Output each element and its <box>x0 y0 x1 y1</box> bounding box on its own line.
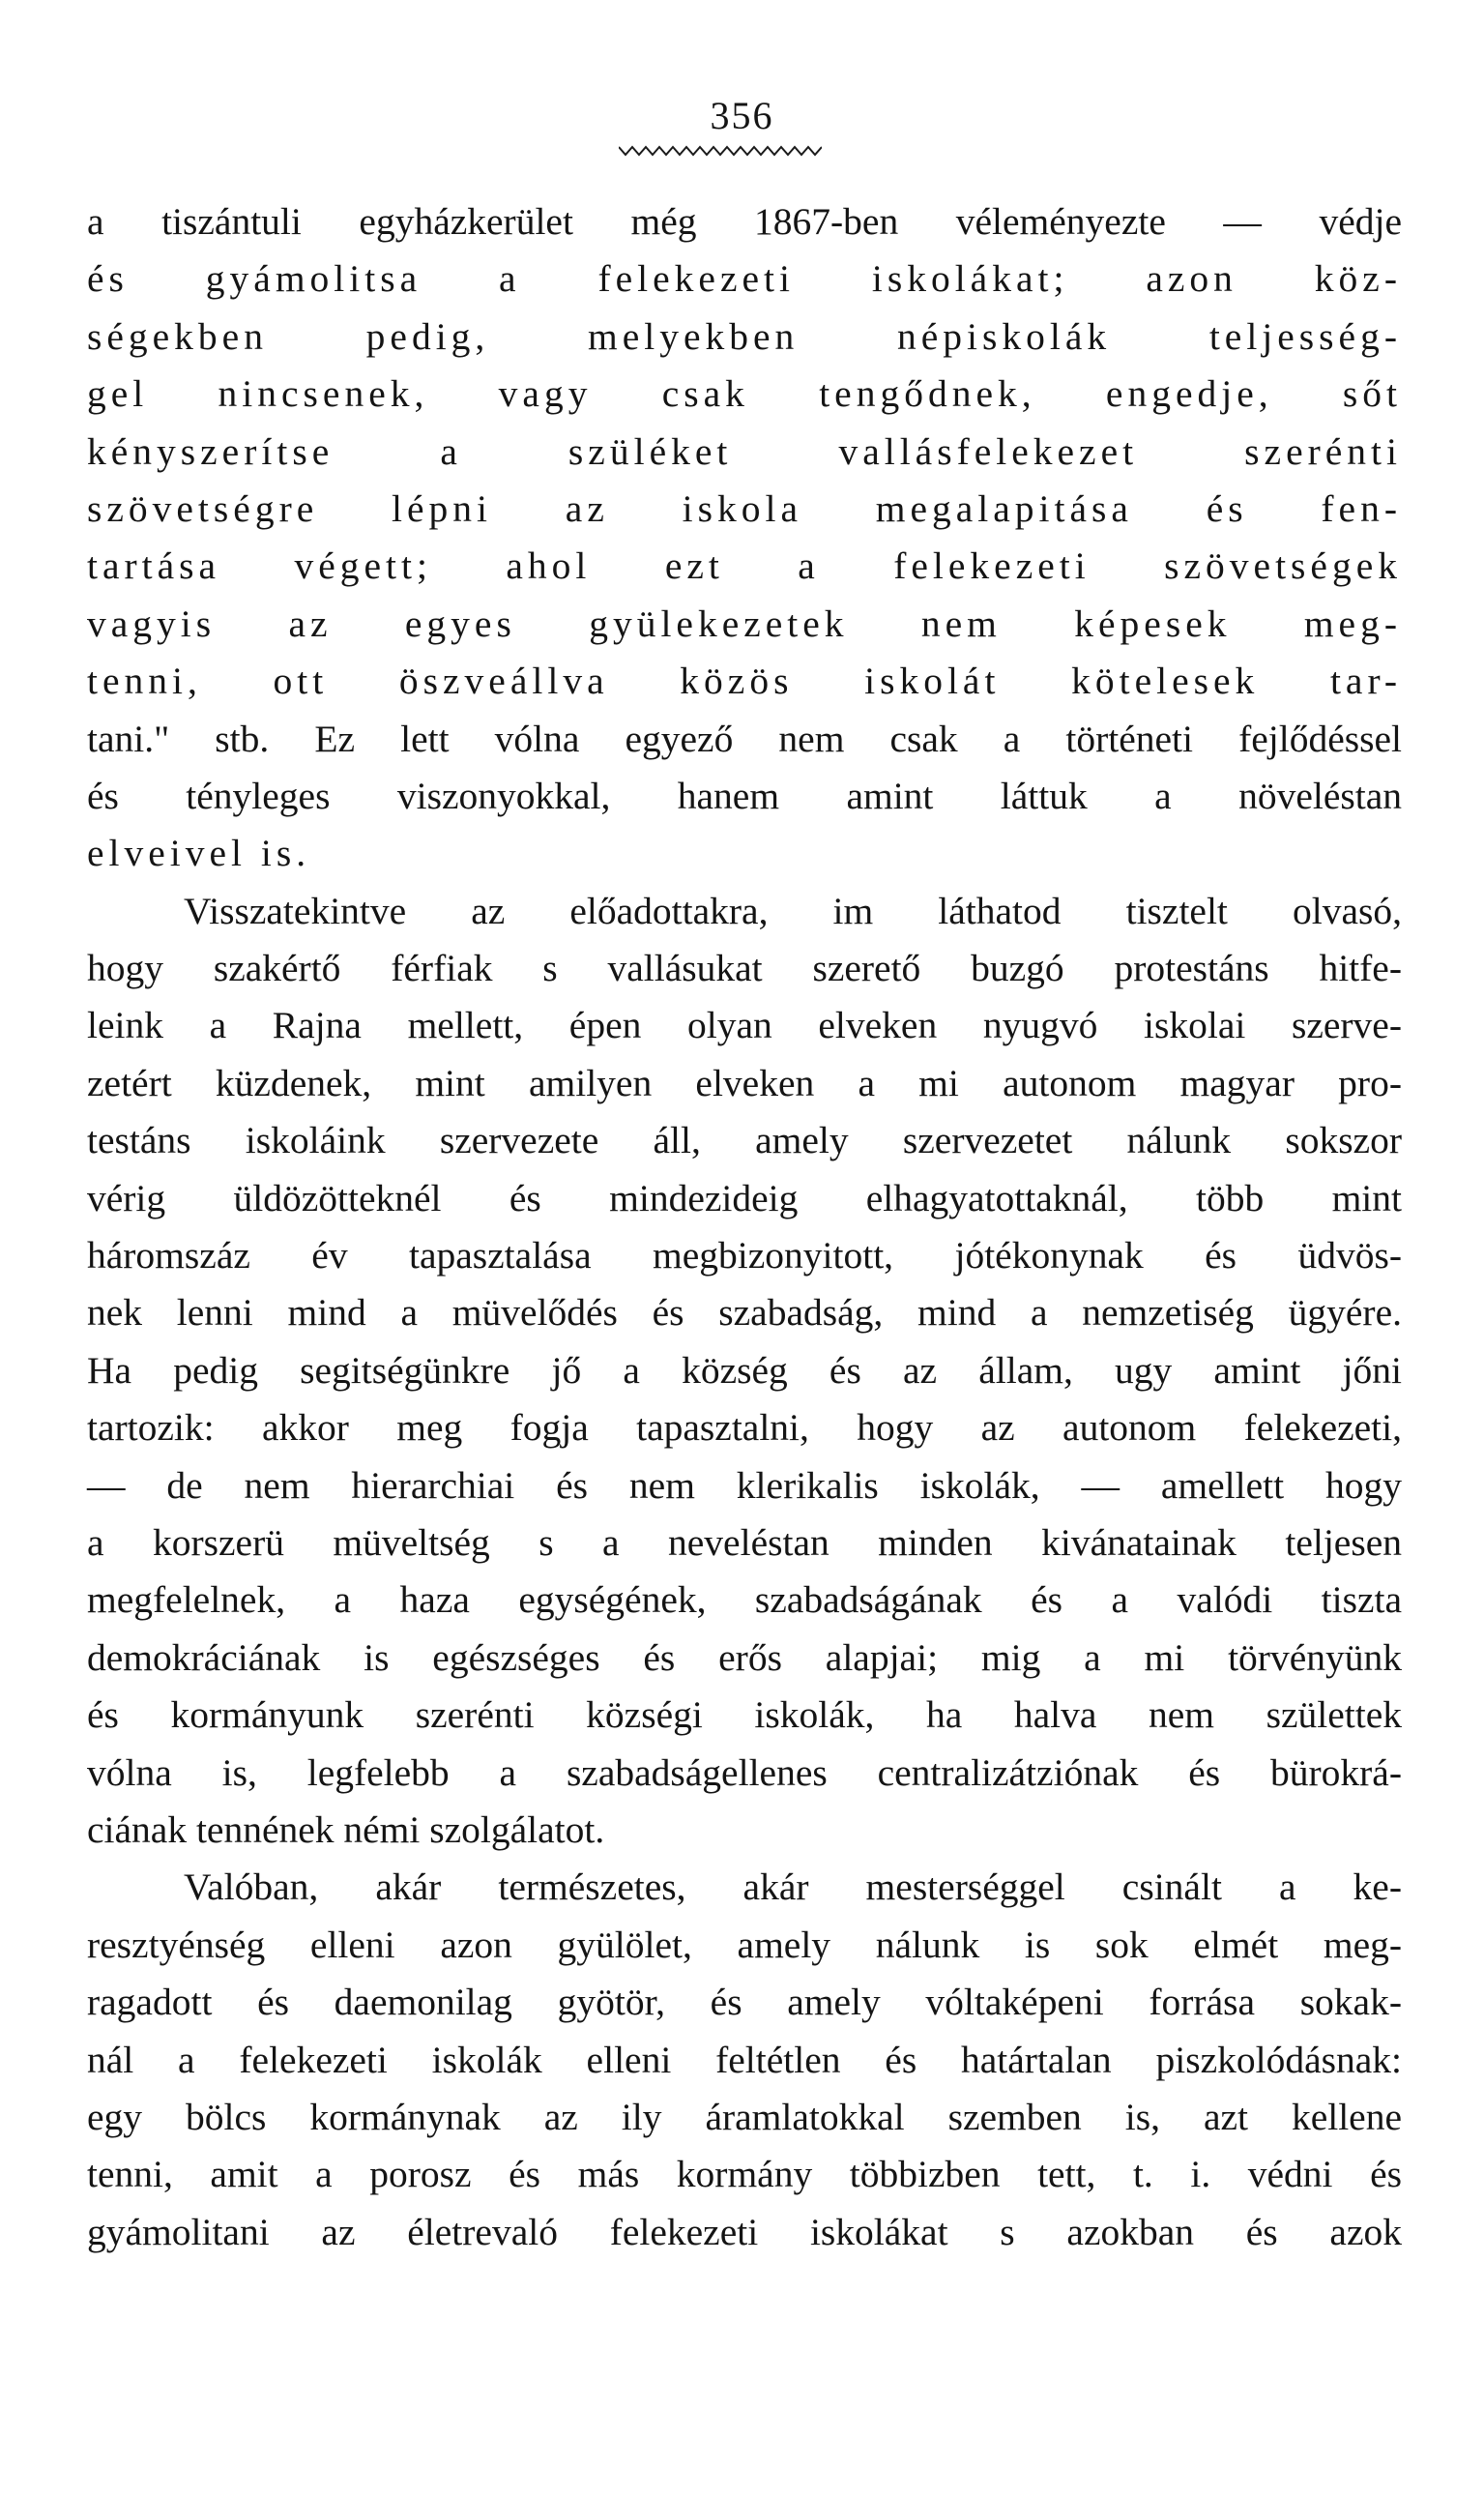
text-line: — de nem hierarchiai és nem klerikalis iskolák, — amellett hogy <box>87 1463 1402 1507</box>
text-line: Visszatekintve az előadottakra, im láthatod tisztelt olvasó, <box>184 889 1402 932</box>
wavy-rule-ornament <box>619 141 822 161</box>
text-line: a korszerü müveltség s a neveléstan minden kivánatainak teljesen <box>87 1520 1402 1564</box>
text-line: testáns iskoláink szervezete áll, amely szervezetet nálunk sokszor <box>87 1119 1402 1162</box>
text-line: Valóban, akár természetes, akár mesterséggel csinált a ke- <box>184 1865 1402 1909</box>
text-line: és tényleges viszonyokkal, hanem amint láttuk a növeléstan <box>87 774 1402 817</box>
text-line: resztyénség elleni azon gyülölet, amely nálunk is sok elmét meg- <box>87 1923 1402 1966</box>
text-line: és kormányunk szerénti községi iskolák, ha halva nem születtek <box>87 1693 1402 1737</box>
text-line: elveivel is. <box>87 832 311 875</box>
text-line: tartása végett; ahol ezt a felekezeti szövetségek <box>87 544 1402 588</box>
text-line: vólna is, legfelebb a szabadságellenes centralizátziónak és bürokrá- <box>87 1750 1402 1794</box>
text-line: nál a felekezeti iskolák elleni feltétlen és határtalan piszkolódásnak: <box>87 2038 1402 2081</box>
text-line: nek lenni mind a müvelődés és szabadság, mind a nemzetiség ügyére. <box>87 1291 1402 1335</box>
text-line: tenni, ott öszveállva közös iskolát kötelesek tar- <box>87 660 1402 703</box>
text-line: szövetségre lépni az iskola megalapitása és fen- <box>87 486 1402 530</box>
page-header <box>0 93 1484 139</box>
text-line: egy bölcs kormánynak az ily áramlatokkal szemben is, azt kellene <box>87 2095 1402 2138</box>
text-line: zetért küzdenek, mint amilyen elveken a mi autonom magyar pro- <box>87 1061 1402 1104</box>
text-line: háromszáz év tapasztalása megbizonyitott, jótékonynak és üdvös- <box>87 1234 1402 1278</box>
text-line: megfelelnek, a haza egységének, szabadságának és a valódi tiszta <box>87 1578 1402 1622</box>
text-line: tartozik: akkor meg fogja tapasztalni, hogy az autonom felekezeti, <box>87 1406 1402 1450</box>
text-line: gyámolitani az életrevaló felekezeti iskolákat s azokban és azok <box>87 2210 1402 2253</box>
text-line: a tiszántuli egyházkerület még 1867-ben véleményezte — védje <box>87 200 1402 243</box>
text-line: hogy szakértő férfiak s vallásukat szerető buzgó protestáns hitfe- <box>87 947 1402 990</box>
body-text <box>87 193 1402 2261</box>
text-line: gel nincsenek, vagy csak tengődnek, engedje, sőt <box>87 372 1402 416</box>
text-line: Ha pedig segitségünkre jő a község és az állam, ugy amint jőni <box>87 1348 1402 1392</box>
text-line: demokráciának is egészséges és erős alapjai; mig a mi törvényünk <box>87 1635 1402 1679</box>
text-line: leink a Rajna mellett, épen olyan elveken nyugvó iskolai szerve- <box>87 1004 1402 1047</box>
text-line: ségekben pedig, melyekben népiskolák teljesség- <box>87 314 1402 358</box>
text-line: ciának tennének némi szolgálatot. <box>87 1807 605 1851</box>
page-number: 356 <box>710 94 774 137</box>
text-line: vagyis az egyes gyülekezetek nem képesek meg- <box>87 602 1402 645</box>
text-line: tani." stb. Ez lett vólna egyező nem csak a történeti fejlődéssel <box>87 717 1402 760</box>
text-line: vérig üldözötteknél és mindezideig elhagyatottaknál, több mint <box>87 1176 1402 1219</box>
text-line: tenni, amit a porosz és más kormány többizben tett, t. i. védni és <box>87 2153 1402 2196</box>
text-line: és gyámolitsa a felekezeti iskolákat; azon köz- <box>87 257 1402 301</box>
text-line: kényszerítse a szüléket vallásfelekezet szerénti <box>87 429 1402 473</box>
text-line: ragadott és daemonilag gyötör, és amely vóltaképeni forrása sokak- <box>87 1981 1402 2024</box>
